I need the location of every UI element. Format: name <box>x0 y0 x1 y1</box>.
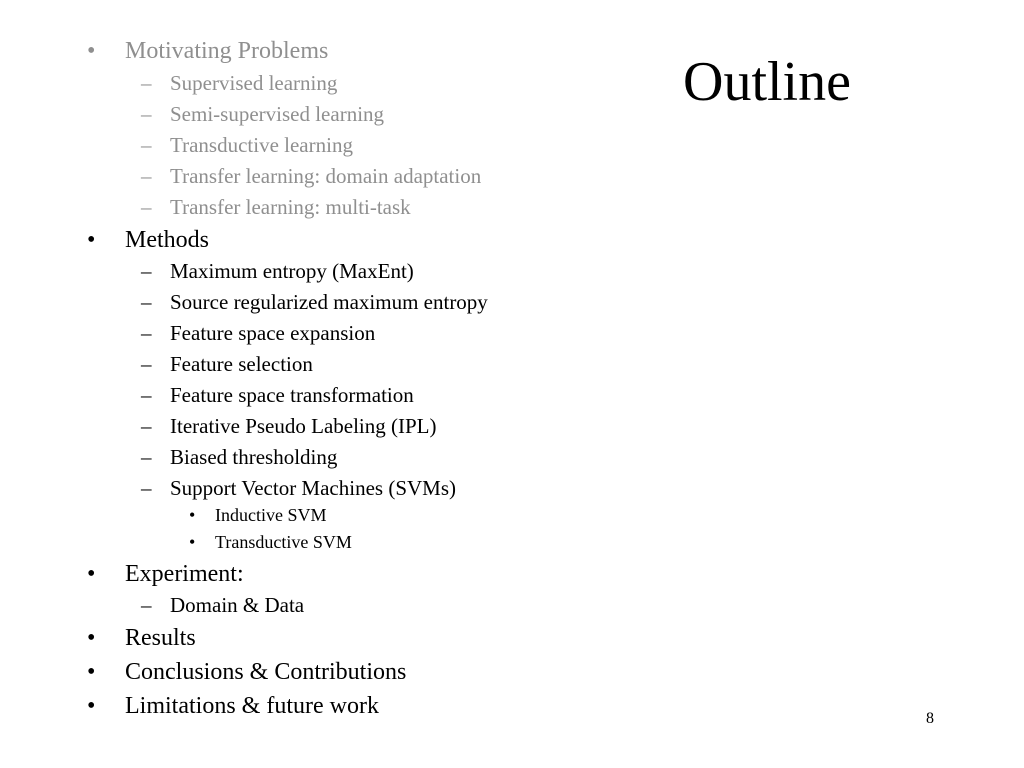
sub-item-label: Iterative Pseudo Labeling (IPL) <box>170 414 437 438</box>
dash-icon: – <box>141 290 152 314</box>
outline-item-label: Motivating Problems <box>125 38 329 64</box>
bullet-icon: • <box>87 625 96 651</box>
dash-icon: – <box>141 164 152 188</box>
dash-icon: – <box>141 259 152 283</box>
outline-item-label: Limitations & future work <box>125 693 379 719</box>
sub-item-label: Supervised learning <box>170 71 338 95</box>
bullet-icon: • <box>87 38 96 64</box>
slide-title: Outline <box>683 51 851 113</box>
dash-icon: – <box>141 321 152 345</box>
dash-icon: – <box>141 133 152 157</box>
outline-item-label: Experiment: <box>125 561 244 587</box>
sub-item-label: Feature space expansion <box>170 321 376 345</box>
bullet-icon: • <box>87 659 96 685</box>
bullet-icon: • <box>87 561 96 587</box>
dash-icon: – <box>141 195 152 219</box>
outline-item-label: Results <box>125 625 196 651</box>
sub-sub-item-label: Transductive SVM <box>215 532 352 552</box>
sub-item-label: Source regularized maximum entropy <box>170 290 488 314</box>
bullet-icon: • <box>189 532 196 552</box>
outline-item-label: Methods <box>125 227 209 253</box>
sub-item-label: Feature space transformation <box>170 383 414 407</box>
sub-item-label: Transfer learning: domain adaptation <box>170 164 482 188</box>
sub-item-label: Maximum entropy (MaxEnt) <box>170 259 414 283</box>
sub-item-label: Semi-supervised learning <box>170 102 385 126</box>
dash-icon: – <box>141 71 152 95</box>
bullet-icon: • <box>189 505 196 525</box>
dash-icon: – <box>141 445 152 469</box>
dash-icon: – <box>141 476 152 500</box>
dash-icon: – <box>141 383 152 407</box>
sub-item-label: Biased thresholding <box>170 445 338 469</box>
sub-item-label: Support Vector Machines (SVMs) <box>170 476 457 500</box>
sub-sub-item-label: Inductive SVM <box>215 505 327 525</box>
bullet-icon: • <box>87 227 96 253</box>
page-number: 8 <box>926 710 934 727</box>
sub-item-label: Transductive learning <box>170 133 353 157</box>
sub-item-label: Feature selection <box>170 352 313 376</box>
bullet-icon: • <box>87 693 96 719</box>
dash-icon: – <box>141 102 152 126</box>
dash-icon: – <box>141 414 152 438</box>
dash-icon: – <box>141 593 152 617</box>
outline-item-label: Conclusions & Contributions <box>125 659 407 685</box>
dash-icon: – <box>141 352 152 376</box>
sub-item-label: Domain & Data <box>170 593 305 617</box>
sub-item-label: Transfer learning: multi-task <box>170 195 411 219</box>
